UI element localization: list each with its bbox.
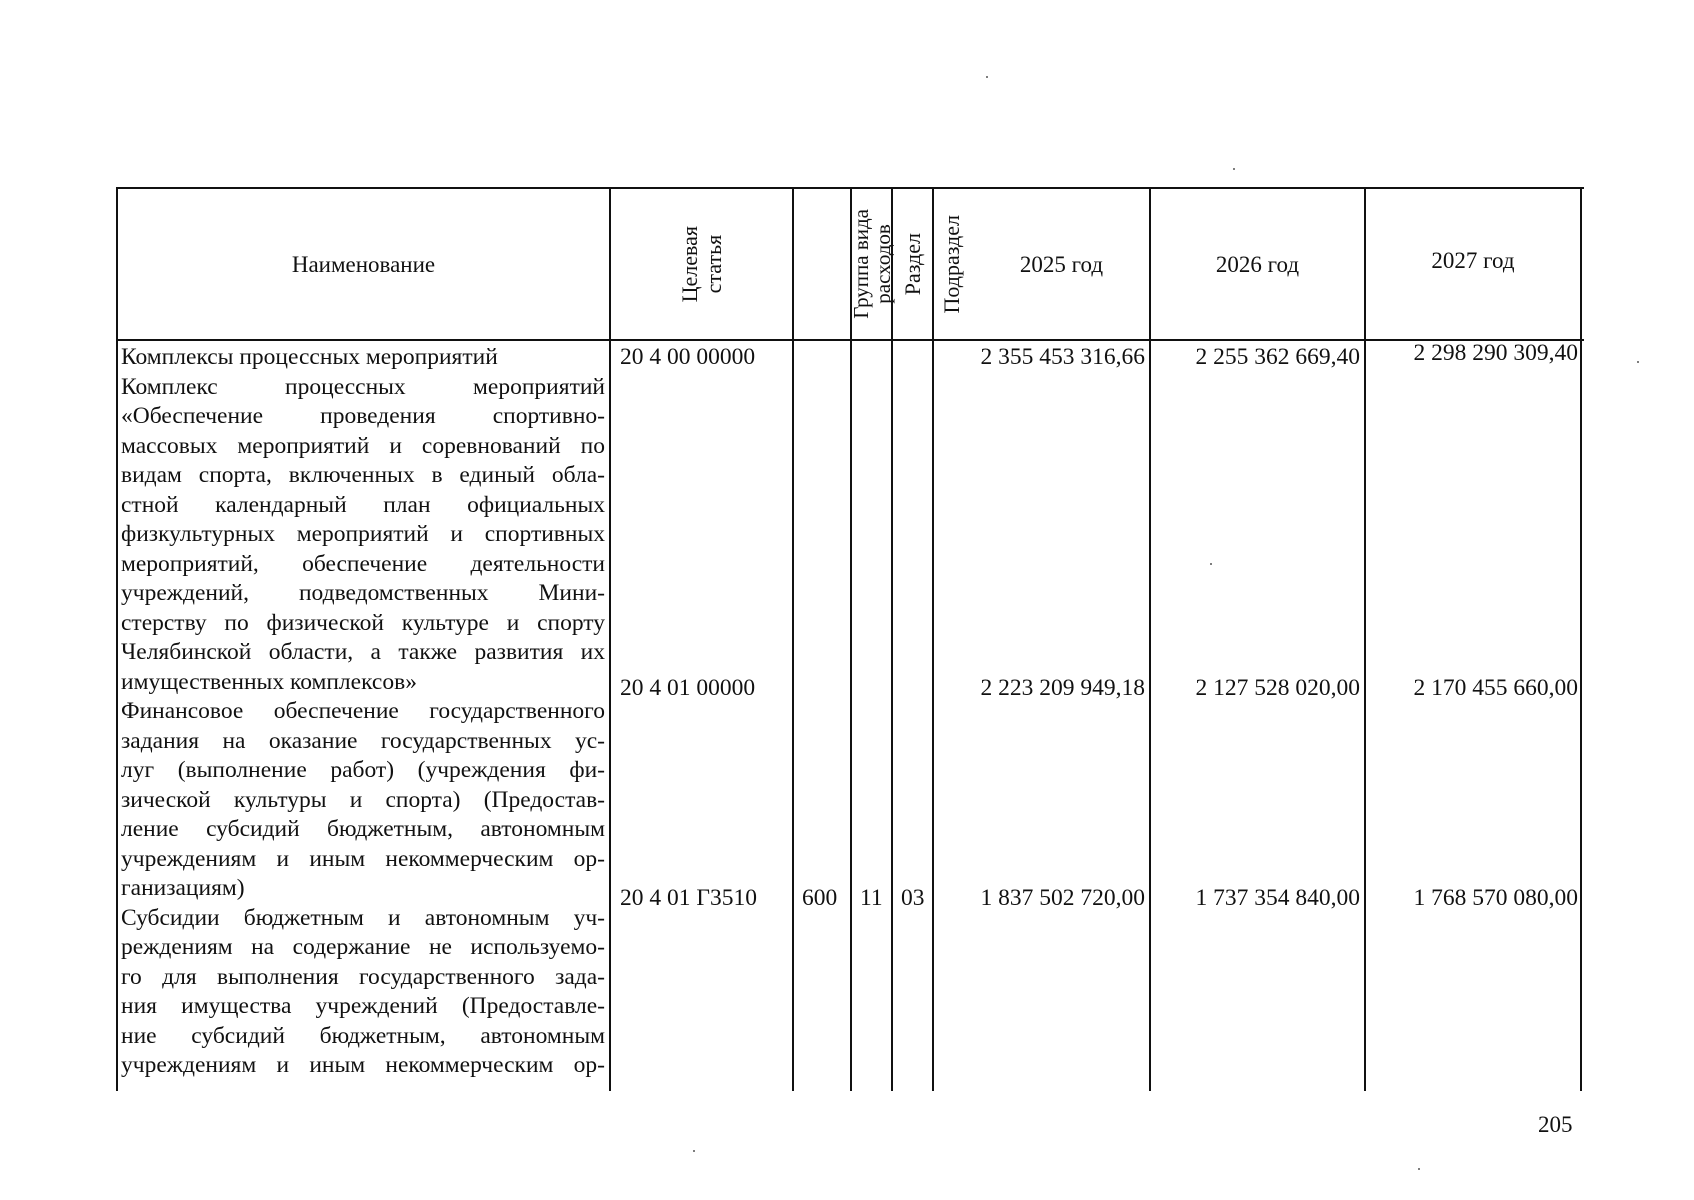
row-name-line: Субсидии бюджетным и автономным уч-	[121, 904, 605, 931]
row-name-line: ние субсидий бюджетным, автономным	[121, 1022, 605, 1049]
row-name-line: учреждениям и иным некоммерческим ор-	[121, 1052, 605, 1078]
row-name-line: «Обеспечение проведения спортивно-	[121, 403, 605, 429]
header-divider	[116, 339, 1584, 341]
header-section: Раздел	[899, 232, 925, 296]
row-value-2027: 2 298 290 309,40	[1413, 340, 1578, 366]
scan-speck	[1210, 563, 1212, 565]
page-number: 205	[1538, 1112, 1573, 1137]
row-name-line: луг (выполнение работ) (учреждения фи-	[121, 757, 605, 783]
row-name-line: Финансовое обеспечение государственного	[121, 698, 605, 724]
scan-speck	[1233, 168, 1235, 170]
row-name-line: ление субсидий бюджетным, автономным	[121, 816, 605, 842]
row-name-line: го для выполнения государственного зада-	[121, 963, 605, 990]
column-divider	[792, 189, 794, 1091]
row-value-2025: 1 837 502 720,00	[980, 885, 1145, 911]
row-code: 20 4 01 Г3510	[620, 885, 757, 911]
row-name-line: Комплекс процессных мероприятий	[121, 373, 605, 400]
header-2026: 2026 год	[1215, 251, 1300, 277]
row-name-line: зической культуры и спорта) (Предостав-	[121, 786, 605, 813]
row-name	[121, 904, 605, 1081]
row-name-line: задания на оказание государственных ус-	[121, 727, 605, 754]
row-value-2026: 2 255 362 669,40	[1195, 344, 1360, 370]
row-section: 11	[860, 885, 883, 911]
row-expense-group: 600	[802, 885, 838, 911]
budget-table	[116, 187, 1584, 1091]
row-name-line: учреждениям и иным некоммерческим ор-	[121, 845, 605, 872]
name-column	[121, 343, 605, 1081]
header-subsection: Подраздел	[939, 214, 964, 314]
row-value-2027: 1 768 570 080,00	[1413, 885, 1578, 911]
row-name-line: физкультурных мероприятий и спортивных	[121, 521, 605, 547]
row-name-line: ганизациям)	[121, 875, 245, 901]
row-name-line: ния имущества учреждений (Предоставле-	[121, 993, 605, 1019]
row-value-2027: 2 170 455 660,00	[1413, 675, 1578, 701]
row-name-line: стерству по физической культуре и спорту	[121, 609, 605, 636]
table-border-right	[1580, 189, 1582, 1091]
row-name	[121, 373, 605, 698]
header-name: Наименование	[291, 251, 436, 277]
scan-speck	[693, 1150, 695, 1152]
row-value-2025: 2 223 209 949,18	[980, 675, 1145, 701]
row-value-2026: 1 737 354 840,00	[1195, 885, 1360, 911]
row-name	[121, 343, 605, 373]
row-code: 20 4 00 00000	[620, 344, 756, 370]
header-2027: 2027 год	[1431, 247, 1515, 273]
row-name-line: мероприятий, обеспечение деятельности	[121, 550, 605, 577]
row-code: 20 4 01 00000	[620, 675, 756, 701]
row-name-line: видам спорта, включенных в единый обла-	[121, 462, 605, 488]
header-expense-group: Группа вида расходов	[848, 209, 895, 319]
scan-speck	[1637, 361, 1639, 363]
row-value-2026: 2 127 528 020,00	[1195, 675, 1360, 701]
row-name-line: стной календарный план официальных	[121, 491, 605, 518]
row-name	[121, 697, 605, 904]
row-name-line: Челябинской области, а также развития их	[121, 639, 605, 665]
row-name-line: массовых мероприятий и соревнований по	[121, 432, 605, 459]
header-2025: 2025 год	[1019, 251, 1104, 277]
row-name-line: реждениям на содержание не используемо-	[121, 934, 605, 960]
row-name-line: учреждений, подведомственных Мини-	[121, 580, 605, 606]
scan-speck	[986, 76, 988, 78]
row-subsection: 03	[901, 885, 925, 911]
row-name-line: имущественных комплексов»	[121, 668, 417, 695]
row-name-line: Комплексы процессных мероприятий	[121, 344, 498, 370]
row-value-2025: 2 355 453 316,66	[980, 344, 1145, 370]
header-target-article: Целевая статья	[676, 225, 726, 303]
scan-speck	[1418, 1168, 1420, 1170]
